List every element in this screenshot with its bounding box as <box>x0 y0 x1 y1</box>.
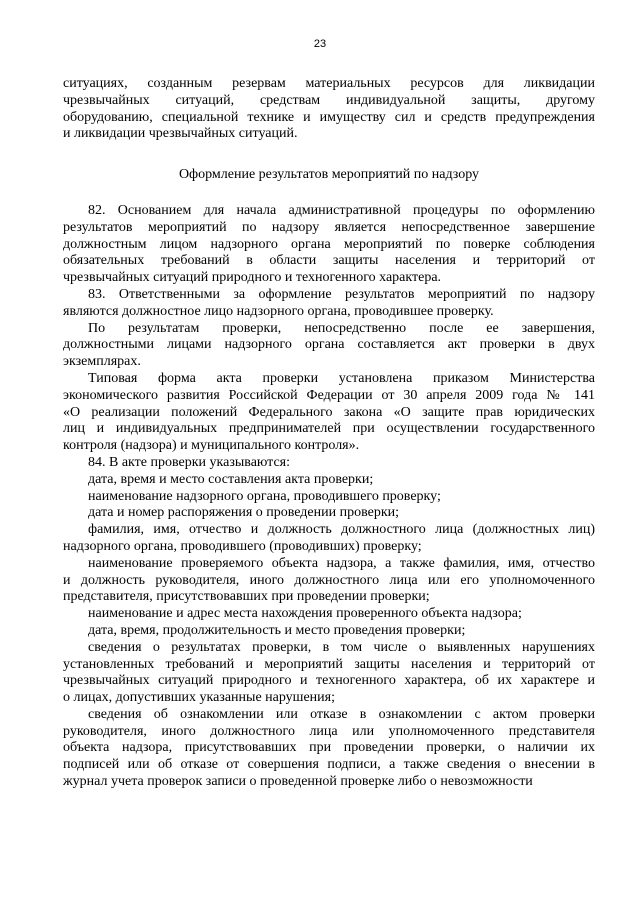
text-line: руководителя, иного должностного лица или уполномоченного представителя <box>63 723 595 739</box>
paragraph <box>63 522 595 556</box>
text-line: подписей или об отказе от совершения подписи, а также сведения о внесении в <box>63 757 595 773</box>
text-line: чрезвычайных ситуаций природного и техногенного характера. <box>63 270 442 286</box>
paragraph <box>63 489 595 506</box>
text-line: По результатам проверки, непосредственно после ее завершения, <box>88 320 595 336</box>
paragraph <box>63 556 595 606</box>
text-line: дата и номер распоряжения о проведении проверки; <box>88 505 400 521</box>
text-line: дата, время и место составления акта проверки; <box>88 471 374 487</box>
paragraph <box>63 472 595 489</box>
paragraph <box>63 623 595 640</box>
text-line: сведения о результатах проверки, в том числе о выявленных нарушениях <box>88 639 595 655</box>
page-number: 23 <box>313 38 327 50</box>
text-line: результатов мероприятий по надзору является непосредственное завершение <box>63 219 595 235</box>
text-line: 83. Ответственными за оформление результатов мероприятий по надзору <box>88 286 595 302</box>
text-line: о лицах, допустивших указанные нарушения; <box>63 690 335 706</box>
text-line: сведения об ознакомлении или отказе в ознакомлении с актом проверки <box>88 706 595 722</box>
paragraph <box>63 640 595 707</box>
paragraph <box>63 707 595 791</box>
text-line: экземплярах. <box>63 354 141 370</box>
paragraph <box>63 505 595 522</box>
text-line: фамилия, имя, отчество и должность должностного лица (должностных лиц) <box>88 522 595 538</box>
text-line: обязательных требований в области защиты населения и территорий от <box>63 253 595 269</box>
text-line: и должность руководителя, иного должностного лица или его уполномоченного <box>63 572 595 588</box>
text-line: надзорного органа, проводившего (проводивших) проверку; <box>63 538 422 554</box>
paragraph <box>63 455 595 472</box>
text-line: экономического развития Российской Федерации от 30 апреля 2009 года № 141 <box>63 387 595 403</box>
intro-paragraph <box>63 76 595 143</box>
text-line: установленных требований и мероприятий защиты населения и территорий от <box>63 656 595 672</box>
text-line: ситуациях, созданным резервам материальных ресурсов для ликвидации <box>63 76 595 91</box>
paragraph <box>63 606 595 623</box>
paragraph-list <box>63 203 595 791</box>
text-line: наименование надзорного органа, проводившего проверку; <box>88 488 441 504</box>
text-line: 84. В акте проверки указываются: <box>88 454 291 470</box>
text-line: объекта надзора, присутствовавших при проведении проверки, о наличии их <box>63 740 595 756</box>
text-line: «О реализации положений Федерального закона «О защите прав юридических <box>63 404 595 420</box>
text-line: представителя, присутствовавших при проведении проверки; <box>63 589 430 605</box>
paragraph <box>63 203 595 287</box>
text-line: должностными лицами надзорного органа составляется акт проверки в двух <box>63 337 595 353</box>
text-line: должностным лицом надзорного органа мероприятий по поверке соблюдения <box>63 236 595 252</box>
text-line: оборудованию, специальной технике и имуществу сил и средств предупреждения <box>63 109 595 125</box>
text-line: дата, время, продолжительность и место проведения проверки; <box>88 622 466 638</box>
text-line: являются должностное лицо надзорного органа, проводившее проверку. <box>63 303 494 319</box>
text-line: Типовая форма акта проверки установлена приказом Министерства <box>88 370 595 386</box>
text-line: наименование и адрес места нахождения проверенного объекта надзора; <box>88 606 522 622</box>
text-line: 82. Основанием для начала административной процедуры по оформлению <box>88 202 595 218</box>
text-line: лиц и индивидуальных предпринимателей при осуществлении государственного <box>63 421 595 437</box>
document-body <box>63 76 595 791</box>
text-line: журнал учета проверок записи о проведенной проверке либо о невозможности <box>63 774 533 790</box>
text-line: контроля (надзора) и муниципального контроля». <box>63 438 360 454</box>
text-line: чрезвычайных ситуаций, средствам индивидуальной защиты, другому <box>63 92 595 108</box>
section-heading: Оформление результатов мероприятий по надзору <box>178 167 480 183</box>
paragraph <box>63 321 595 371</box>
paragraph <box>63 371 595 455</box>
text-line: чрезвычайных ситуаций природного и техногенного характера, об их характере и <box>63 673 595 689</box>
paragraph <box>63 287 595 321</box>
text-line: и ликвидации чрезвычайных ситуаций. <box>63 126 298 142</box>
text-line: наименование проверяемого объекта надзора, а также фамилия, имя, отчество <box>88 555 595 571</box>
